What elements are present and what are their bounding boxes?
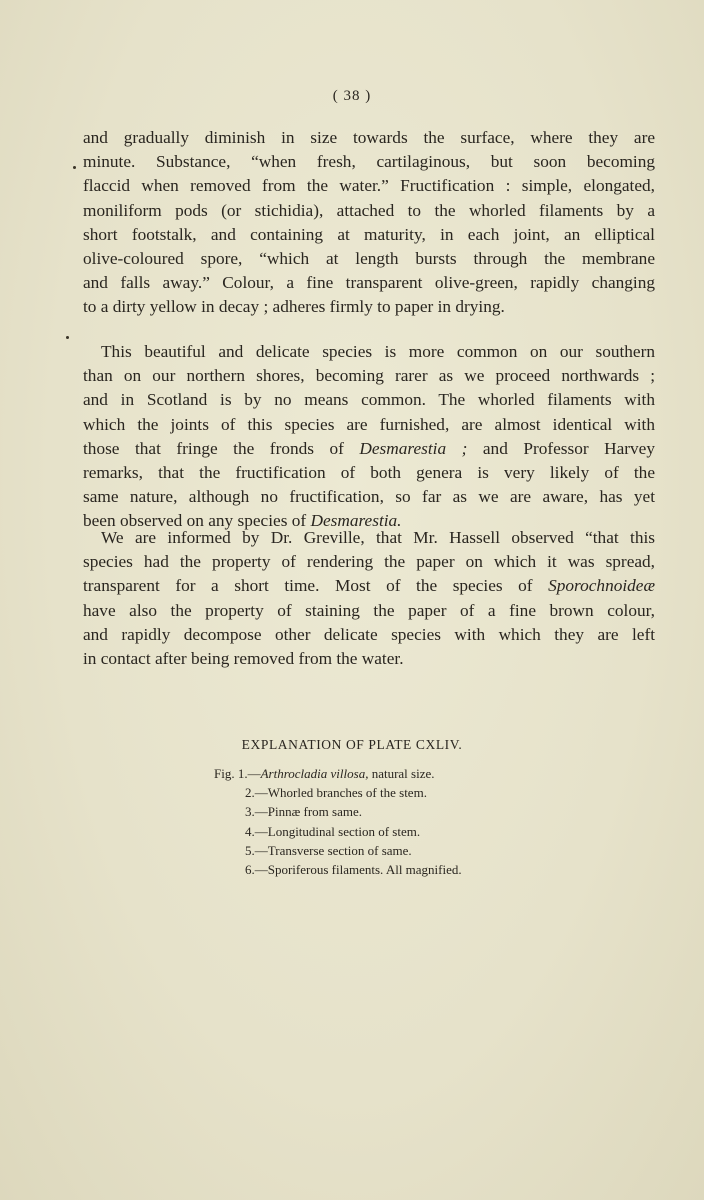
species-name: Arthrocladia villosa, <box>260 766 369 781</box>
figure-item <box>214 764 462 783</box>
family-name: Sporochnoideæ <box>548 576 655 596</box>
text-line: remarks, that the fructification of both genera is very likely of the <box>83 463 655 483</box>
genus-name: Desmarestia. <box>310 511 402 531</box>
text-line: flaccid when removed from the water.” Fructification : simple, elongated, <box>83 176 655 196</box>
text-line: moniliform pods (or stichidia), attached to the whorled filaments by a <box>83 200 655 220</box>
page-number: ( 38 ) <box>332 88 372 104</box>
text-line: short footstalk, and containing at maturity, in each joint, an elliptical <box>83 224 655 244</box>
genus-name: Desmarestia ; <box>359 438 468 458</box>
text-line: same nature, although no fructification, so far as we are aware, has yet <box>83 487 655 507</box>
figure-item: 3.—Pinnæ from same. <box>245 804 362 820</box>
text-line: olive-coloured spore, “which at length bursts through the membrane <box>83 249 655 269</box>
figure-prefix: Fig. 1.— <box>214 766 261 781</box>
paragraph-distribution <box>83 340 655 534</box>
text-line <box>83 437 655 461</box>
ink-speck <box>66 336 69 339</box>
figure-item: 5.—Transverse section of same. <box>245 842 412 858</box>
text-line: than on our northern shores, becoming rarer as we proceed northwards ; <box>83 366 655 386</box>
paragraph-greville-note <box>83 526 655 671</box>
text-line: which the joints of this species are furnished, are almost identical with <box>83 414 655 434</box>
text-run: been observed on any species of <box>83 511 311 531</box>
text-line: and rapidly decompose other delicate species with which they are left <box>83 624 655 644</box>
text-run: those that fringe the fronds of <box>83 438 360 458</box>
text-line: in contact after being removed from the water. <box>83 649 404 669</box>
text-line: minute. Substance, “when fresh, cartilaginous, but soon becoming <box>83 152 655 172</box>
ink-speck <box>73 166 76 169</box>
text-line: and gradually diminish in size towards the surface, where they are <box>83 128 655 147</box>
text-line: and falls away.” Colour, a fine transparent olive-green, rapidly changing <box>83 273 655 293</box>
figure-item: 2.—Whorled branches of the stem. <box>245 785 427 801</box>
text-line: species had the property of rendering the paper on which it was spread, <box>83 552 655 572</box>
text-run: transparent for a short time. Most of the species of <box>83 576 549 596</box>
figure-item: 4.—Longitudinal section of stem. <box>245 823 421 839</box>
text-line: and in Scotland is by no means common. The whorled filaments with <box>83 390 655 410</box>
paragraph-description <box>83 126 655 320</box>
text-line: We are informed by Dr. Greville, that Mr. Hassell observed “that this <box>101 528 655 547</box>
figure-caption: natural size. <box>368 766 435 781</box>
plate-explanation-title: EXPLANATION OF PLATE CXLIV. <box>241 737 463 752</box>
figure-item: 6.—Sporiferous filaments. All magnified. <box>245 862 462 878</box>
text-line <box>83 574 655 598</box>
text-line: to a dirty yellow in decay ; adheres firmly to paper in drying. <box>83 297 505 317</box>
text-line: have also the property of staining the paper of a fine brown colour, <box>83 600 655 620</box>
text-run: and Professor Harvey <box>467 438 655 458</box>
figure-list <box>214 764 462 879</box>
text-line: This beautiful and delicate species is more common on our southern <box>101 342 655 361</box>
